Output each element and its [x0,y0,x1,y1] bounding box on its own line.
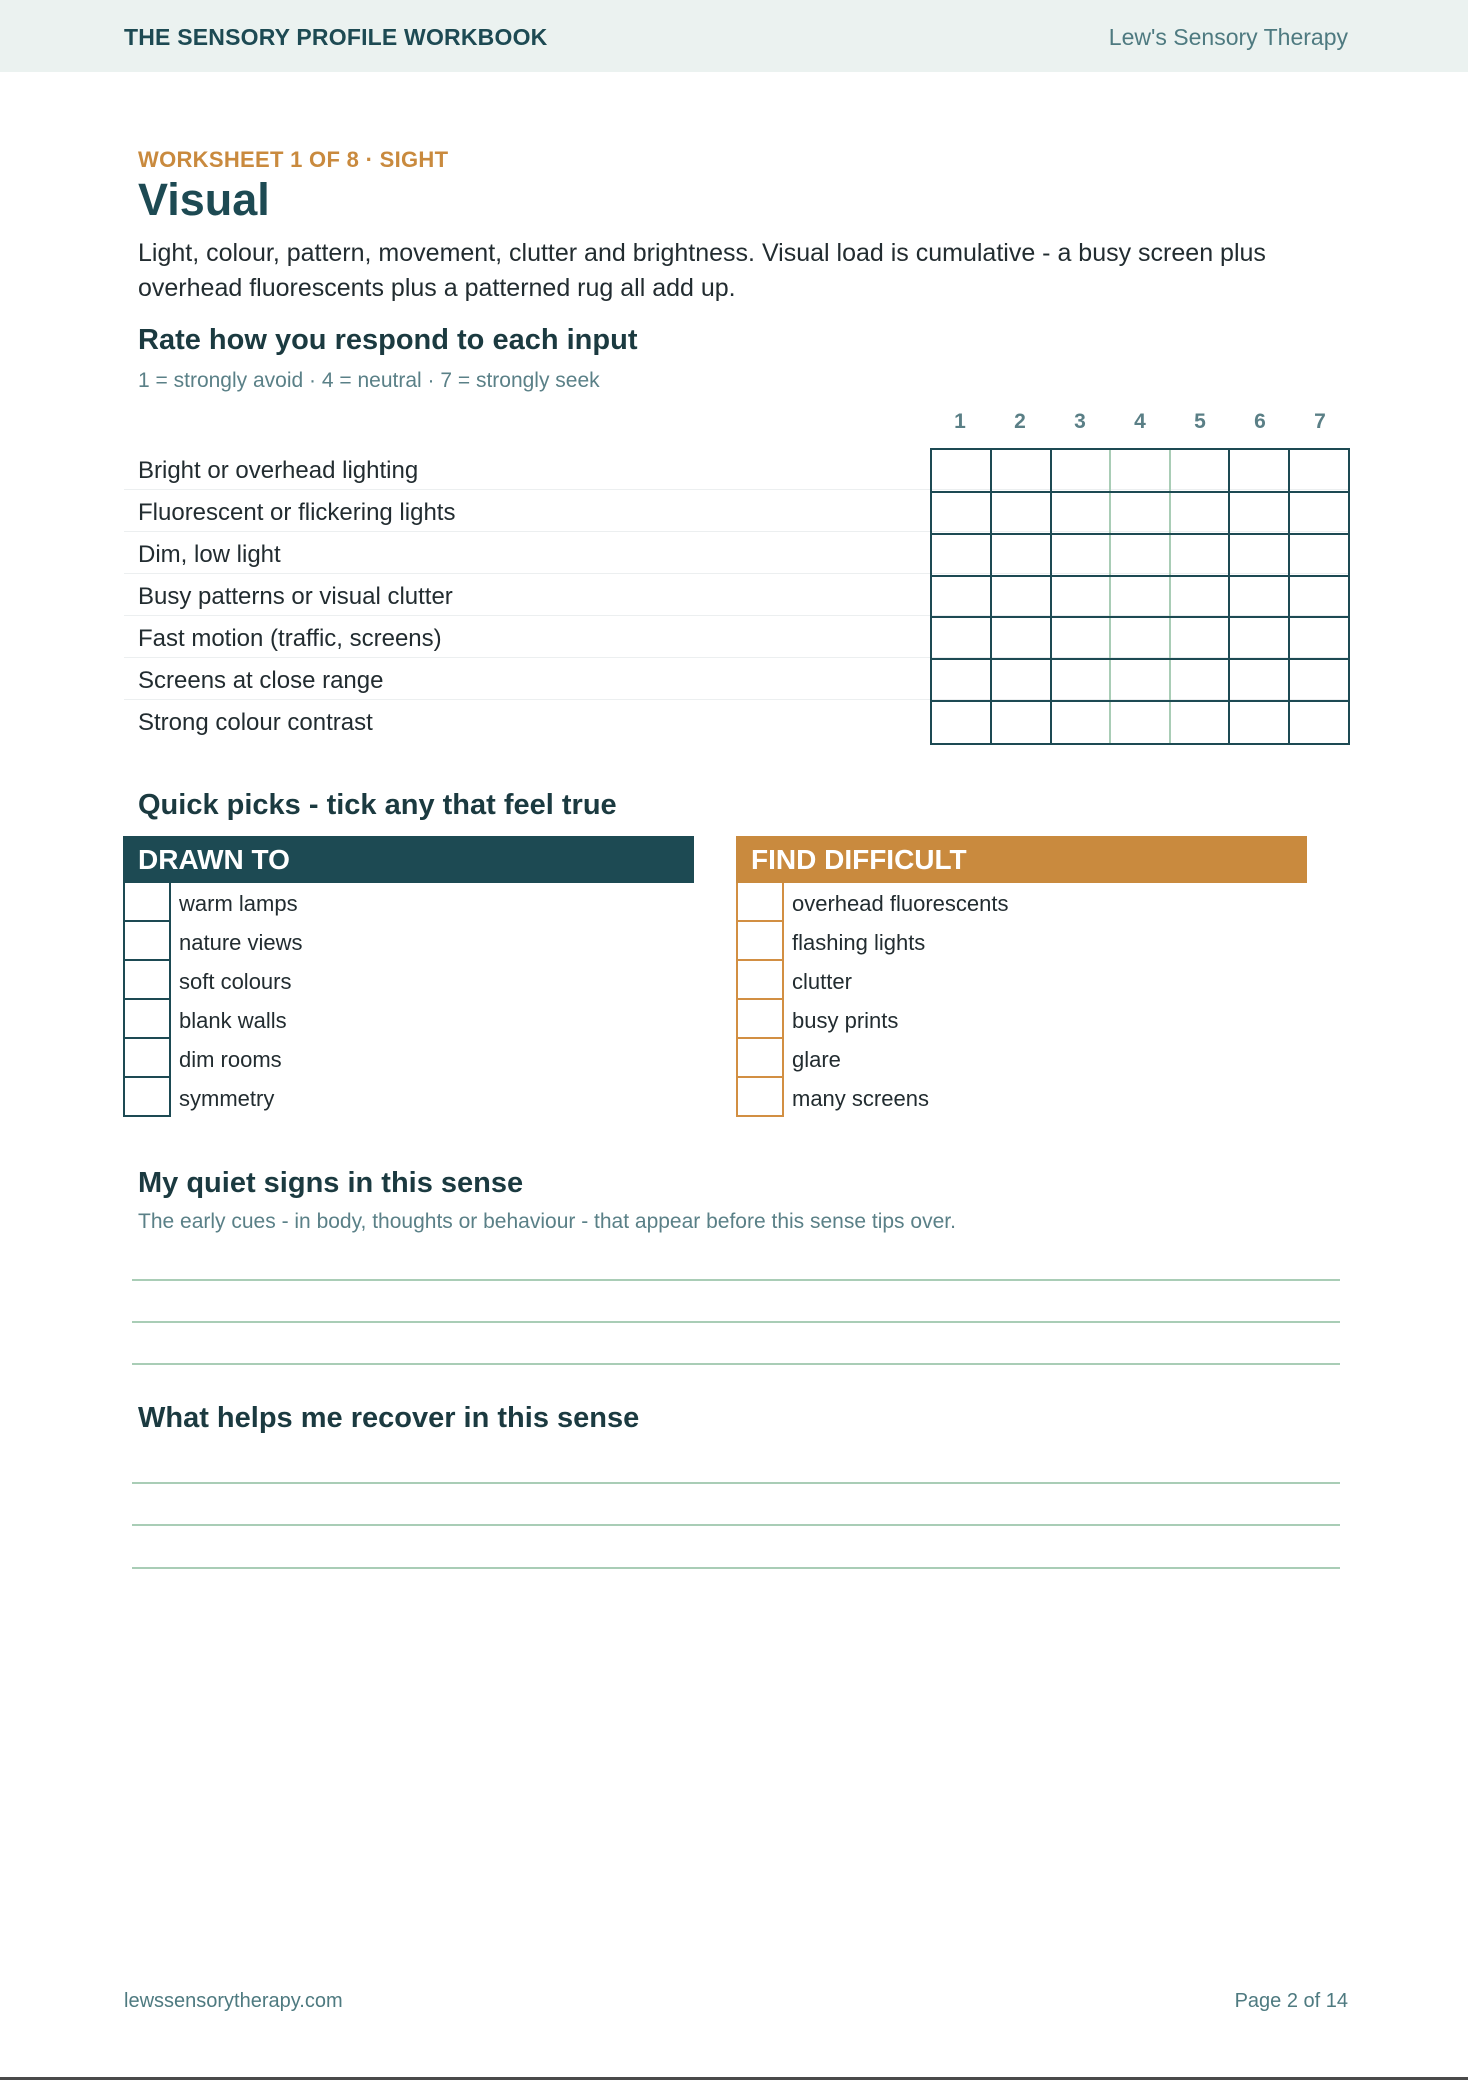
scale-number: 3 [1074,410,1086,433]
checkbox-label: clutter [792,969,852,994]
grid-row-divider [932,658,1348,660]
checkbox-label: nature views [179,930,303,955]
grid-column-divider [990,450,992,743]
rating-item-label: Screens at close range [138,667,384,694]
running-header [0,0,1468,72]
scale-number: 7 [1314,410,1326,433]
grid-row-divider [932,700,1348,702]
rating-heading: Rate how you respond to each input [138,324,638,356]
rating-item-label: Fluorescent or flickering lights [138,499,456,526]
scale-number: 2 [1014,410,1026,433]
tick-checkbox[interactable] [736,922,784,961]
scale-number: 6 [1254,410,1266,433]
rating-scale-header [930,410,1350,438]
checkbox-label: dim rooms [179,1047,282,1072]
checkbox-item [736,922,1307,961]
writing-line[interactable] [132,1482,1340,1484]
quiet-signs-heading: My quiet signs in this sense [138,1167,524,1199]
checkbox-label: symmetry [179,1086,275,1111]
checkbox-item [123,1078,694,1117]
tick-checkbox[interactable] [123,1039,171,1078]
checkbox-item [123,961,694,1000]
grid-column-divider [1169,450,1171,743]
drawn-to-header: DRAWN TO [123,836,694,883]
tick-checkbox[interactable] [123,883,171,922]
writing-line[interactable] [132,1567,1340,1569]
footer-website: lewssensorytherapy.com [124,1990,343,2012]
workbook-title: THE SENSORY PROFILE WORKBOOK [124,24,548,50]
grid-column-divider [1288,450,1290,743]
checkbox-item [123,1000,694,1039]
page-number: Page 2 of 14 [1234,1990,1348,2012]
quiet-signs-prompt: The early cues - in body, thoughts or behaviour - that appear before this sense tips over. [138,1210,956,1233]
checkbox-item [123,883,694,922]
rating-grid[interactable] [930,448,1350,745]
grid-column-divider [1109,450,1111,743]
checkbox-label: busy prints [792,1008,899,1033]
grid-column-divider [1228,450,1230,743]
tick-checkbox[interactable] [736,1078,784,1117]
tick-checkbox[interactable] [123,1078,171,1117]
checkbox-label: blank walls [179,1008,287,1033]
tick-checkbox[interactable] [736,883,784,922]
rating-item-label: Busy patterns or visual clutter [138,583,453,610]
find-difficult-list [736,883,1307,1117]
checkbox-item [736,1078,1307,1117]
tick-checkbox[interactable] [736,1000,784,1039]
checkbox-item [123,922,694,961]
checkbox-label: flashing lights [792,930,926,955]
grid-row-divider [932,533,1348,535]
checkbox-label: soft colours [179,969,292,994]
checkbox-item [736,1039,1307,1078]
quick-picks-heading: Quick picks - tick any that feel true [138,789,617,821]
checkbox-item [123,1039,694,1078]
tick-checkbox[interactable] [736,961,784,1000]
checkbox-label: many screens [792,1086,929,1111]
organisation-name: Lew's Sensory Therapy [1108,24,1348,50]
grid-column-divider [1050,450,1052,743]
checkbox-label: glare [792,1047,841,1072]
writing-line[interactable] [132,1279,1340,1281]
grid-row-divider [932,491,1348,493]
tick-checkbox[interactable] [123,922,171,961]
checkbox-item [736,961,1307,1000]
checkbox-item [736,883,1307,922]
rating-item-label: Fast motion (traffic, screens) [138,625,442,652]
intro-paragraph: Light, colour, pattern, movement, clutter and brightness. Visual load is cumulative - a busy screen plus overhead fluorescents plus a patterned rug all add up. [138,239,1266,302]
rating-item-label: Dim, low light [138,541,281,568]
writing-line[interactable] [132,1524,1340,1526]
recover-heading: What helps me recover in this sense [138,1402,640,1434]
rating-legend: 1 = strongly avoid · 4 = neutral · 7 = strongly seek [138,369,600,392]
checkbox-label: warm lamps [179,891,298,916]
scale-number: 4 [1134,410,1146,433]
tick-checkbox[interactable] [123,961,171,1000]
checkbox-item [736,1000,1307,1039]
grid-row-divider [932,616,1348,618]
tick-checkbox[interactable] [736,1039,784,1078]
find-difficult-header: FIND DIFFICULT [736,836,1307,883]
grid-row-divider [932,575,1348,577]
writing-line[interactable] [132,1321,1340,1323]
rating-item-label: Strong colour contrast [138,709,373,736]
scale-number: 5 [1194,410,1206,433]
worksheet-eyebrow: WORKSHEET 1 OF 8 · SIGHT [138,147,449,172]
tick-checkbox[interactable] [123,1000,171,1039]
rating-item-label: Bright or overhead lighting [138,457,419,484]
writing-line[interactable] [132,1363,1340,1365]
page-title: Visual [138,174,270,225]
checkbox-label: overhead fluorescents [792,891,1009,916]
scale-number: 1 [954,410,966,433]
drawn-to-list [123,883,694,1117]
